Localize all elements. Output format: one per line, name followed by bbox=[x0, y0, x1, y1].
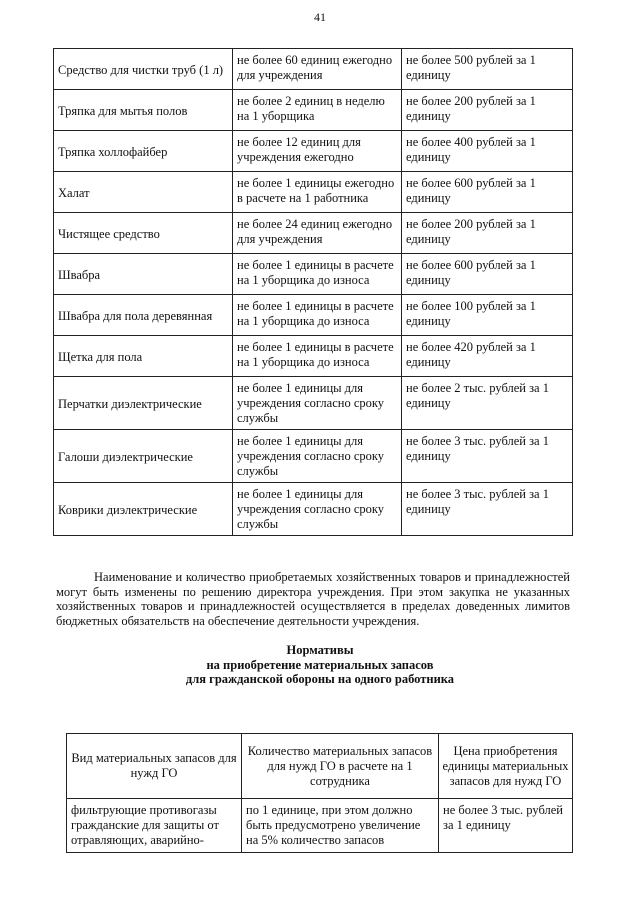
heading-line: Нормативы bbox=[286, 643, 354, 657]
table-row bbox=[54, 131, 573, 172]
item-price-cell: не более 420 рублей за 1 единицу bbox=[402, 336, 573, 377]
table-row bbox=[54, 49, 573, 90]
heading-line: на приобретение материальных запасов bbox=[206, 657, 434, 672]
item-quantity-cell: не более 1 единицы в расчете на 1 уборщика до износа bbox=[233, 336, 402, 377]
item-price-cell: не более 100 рублей за 1 единицу bbox=[402, 295, 573, 336]
paragraph-text: Наименование и количество приобретаемых хозяйственных товаров и принадлежностей могут быть изменены по решению директора учреждения. При этом закупка не указанных хозяйственных товаров и принадлежностей осуществляется в пределах доведенных лимитов бюджетных обязательств на обеспечение деятельности учреждения. bbox=[56, 570, 570, 628]
column-header-quantity: Количество материальных запасов для нужд ГО в расчете на 1 сотрудника bbox=[242, 734, 439, 799]
civil-defense-table bbox=[66, 733, 573, 853]
item-quantity-cell: не более 24 единиц ежегодно для учреждения bbox=[233, 213, 402, 254]
table-row bbox=[54, 295, 573, 336]
item-quantity-cell: не более 1 единицы в расчете на 1 уборщика до износа bbox=[233, 254, 402, 295]
column-header-price: Цена приобретения единицы материальных запасов для нужд ГО bbox=[439, 734, 573, 799]
item-price-cell: не более 3 тыс. рублей за 1 единицу bbox=[402, 483, 573, 536]
item-name-cell: фильтрующие противогазы гражданские для защиты от отравляющих, аварийно- bbox=[67, 799, 242, 853]
item-name-cell: Коврики диэлектрические bbox=[54, 483, 233, 536]
item-quantity-cell: не более 1 единицы для учреждения согласно сроку службы bbox=[233, 483, 402, 536]
section-heading bbox=[0, 643, 640, 687]
table-row bbox=[67, 799, 573, 853]
column-header-type: Вид материальных запасов для нужд ГО bbox=[67, 734, 242, 799]
item-price-cell: не более 600 рублей за 1 единицу bbox=[402, 254, 573, 295]
table-row bbox=[54, 377, 573, 430]
item-quantity-cell: не более 1 единицы в расчете на 1 уборщика до износа bbox=[233, 295, 402, 336]
item-name-cell: Халат bbox=[54, 172, 233, 213]
item-quantity-cell: не более 1 единицы ежегодно в расчете на 1 работника bbox=[233, 172, 402, 213]
note-paragraph bbox=[56, 570, 570, 628]
household-items-table bbox=[53, 48, 573, 536]
item-quantity-cell: не более 1 единицы для учреждения согласно сроку службы bbox=[233, 430, 402, 483]
item-name-cell: Перчатки диэлектрические bbox=[54, 377, 233, 430]
item-quantity-cell: по 1 единице, при этом должно быть предусмотрено увеличение на 5% количество запасов bbox=[242, 799, 439, 853]
item-quantity-cell: не более 12 единиц для учреждения ежегодно bbox=[233, 131, 402, 172]
table-row bbox=[54, 430, 573, 483]
item-price-cell: не более 3 тыс. рублей за 1 единицу bbox=[402, 430, 573, 483]
item-price-cell: не более 200 рублей за 1 единицу bbox=[402, 213, 573, 254]
item-price-cell: не более 3 тыс. рублей за 1 единицу bbox=[439, 799, 573, 853]
table-header-row bbox=[67, 734, 573, 799]
item-quantity-cell: не более 1 единицы для учреждения согласно сроку службы bbox=[233, 377, 402, 430]
item-name-cell: Тряпка холлофайбер bbox=[54, 131, 233, 172]
table-row bbox=[54, 213, 573, 254]
item-price-cell: не более 200 рублей за 1 единицу bbox=[402, 90, 573, 131]
item-name-cell: Швабра для пола деревянная bbox=[54, 295, 233, 336]
item-name-cell: Средство для чистки труб (1 л) bbox=[54, 49, 233, 90]
table-row bbox=[54, 172, 573, 213]
item-price-cell: не более 600 рублей за 1 единицу bbox=[402, 172, 573, 213]
table-row bbox=[54, 336, 573, 377]
item-quantity-cell: не более 2 единиц в неделю на 1 уборщика bbox=[233, 90, 402, 131]
item-price-cell: не более 400 рублей за 1 единицу bbox=[402, 131, 573, 172]
item-name-cell: Галоши диэлектрические bbox=[54, 430, 233, 483]
table-row bbox=[54, 90, 573, 131]
table-row bbox=[54, 483, 573, 536]
item-name-cell: Чистящее средство bbox=[54, 213, 233, 254]
item-name-cell: Швабра bbox=[54, 254, 233, 295]
item-price-cell: не более 500 рублей за 1 единицу bbox=[402, 49, 573, 90]
item-quantity-cell: не более 60 единиц ежегодно для учреждения bbox=[233, 49, 402, 90]
page-number: 41 bbox=[314, 10, 326, 24]
item-name-cell: Тряпка для мытья полов bbox=[54, 90, 233, 131]
table-row bbox=[54, 254, 573, 295]
item-name-cell: Щетка для пола bbox=[54, 336, 233, 377]
heading-line: для гражданской обороны на одного работника bbox=[185, 672, 455, 687]
item-price-cell: не более 2 тыс. рублей за 1 единицу bbox=[402, 377, 573, 430]
